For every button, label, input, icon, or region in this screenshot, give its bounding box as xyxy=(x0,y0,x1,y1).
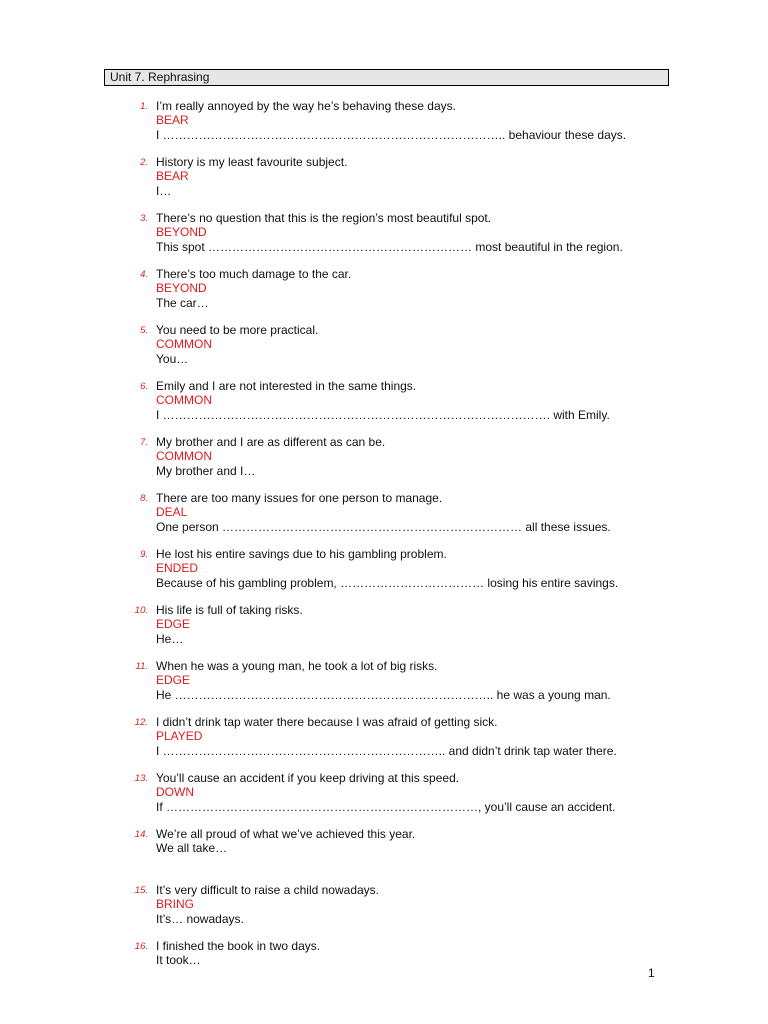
item-prompt: My brother and I… xyxy=(156,463,256,478)
item-keyword: EDGE xyxy=(156,617,191,632)
exercise-item-6 xyxy=(0,379,768,435)
item-prompt: He …………………………………………………………………….. he was a young man. xyxy=(156,687,611,702)
item-keyword: COMMON xyxy=(156,449,212,464)
item-number: 7. xyxy=(140,437,148,448)
item-sentence: Emily and I are not interested in the same things. xyxy=(156,379,417,393)
exercise-item-10 xyxy=(0,603,768,659)
exercise-item-12 xyxy=(0,715,768,771)
item-keyword: COMMON xyxy=(156,337,212,352)
item-number: 2. xyxy=(140,157,148,168)
item-keyword: DEAL xyxy=(156,505,188,520)
item-number: 14. xyxy=(134,829,148,840)
exercise-item-9 xyxy=(0,547,768,603)
item-prompt: He… xyxy=(156,631,184,646)
item-number: 3. xyxy=(140,213,148,224)
item-number: 10. xyxy=(134,605,148,616)
item-keyword: COMMON xyxy=(156,393,212,408)
item-sentence: When he was a young man, he took a lot of big risks. xyxy=(156,659,438,673)
item-prompt: Because of his gambling problem, ……………………………… losing his entire savings. xyxy=(156,575,619,590)
item-sentence: You need to be more practical. xyxy=(156,323,319,337)
item-sentence: There are too many issues for one person to manage. xyxy=(156,491,443,505)
exercise-item-1 xyxy=(0,99,768,155)
item-number: 13. xyxy=(134,773,148,784)
exercise-item-2 xyxy=(0,155,768,211)
item-sentence: I’m really annoyed by the way he’s behaving these days. xyxy=(156,99,456,113)
item-keyword: BRING xyxy=(156,897,195,912)
item-prompt: You… xyxy=(156,351,189,366)
item-sentence: There’s no question that this is the region’s most beautiful spot. xyxy=(156,211,492,225)
item-keyword: BEYOND xyxy=(156,281,207,296)
item-prompt: I …………………………………………………………….. and didn’t drink tap water there. xyxy=(156,743,617,758)
item-keyword: BEAR xyxy=(156,113,189,128)
item-keyword: DOWN xyxy=(156,785,194,800)
item-prompt: I ……………………………………………………………………………………. with Emily. xyxy=(156,407,610,422)
item-number: 6. xyxy=(140,381,148,392)
exercise-list xyxy=(0,99,768,995)
item-prompt: It’s… nowadays. xyxy=(156,911,244,926)
exercise-item-11 xyxy=(0,659,768,715)
item-number: 5. xyxy=(140,325,148,336)
unit-title: Unit 7. Rephrasing xyxy=(110,70,210,84)
item-number: 8. xyxy=(140,493,148,504)
item-sentence: History is my least favourite subject. xyxy=(156,155,348,169)
item-prompt: I ………………………………………………………………………….. behaviour these days. xyxy=(156,127,627,142)
unit-title-box xyxy=(104,69,669,86)
exercise-item-8 xyxy=(0,491,768,547)
exercise-item-13 xyxy=(0,771,768,827)
exercise-item-3 xyxy=(0,211,768,267)
exercise-item-14 xyxy=(0,827,768,883)
item-prompt: We all take… xyxy=(156,841,228,856)
item-number: 1. xyxy=(140,101,148,112)
exercise-item-7 xyxy=(0,435,768,491)
item-sentence: We’re all proud of what we’ve achieved this year. xyxy=(156,827,416,841)
item-prompt: The car… xyxy=(156,295,209,310)
item-prompt: I… xyxy=(156,183,172,198)
item-keyword: BEYOND xyxy=(156,225,207,240)
item-number: 9. xyxy=(140,549,148,560)
item-sentence: I finished the book in two days. xyxy=(156,939,321,953)
item-keyword: EDGE xyxy=(156,673,191,688)
page-number: 1 xyxy=(648,966,655,980)
item-number: 12. xyxy=(134,717,148,728)
item-sentence: It’s very difficult to raise a child nowadays. xyxy=(156,883,379,897)
item-number: 16. xyxy=(134,941,148,952)
item-keyword: BEAR xyxy=(156,169,189,184)
exercise-item-15 xyxy=(0,883,768,939)
exercise-item-4 xyxy=(0,267,768,323)
item-prompt: This spot ………………………………………………………… most beautiful in the region. xyxy=(156,239,623,254)
item-keyword: ENDED xyxy=(156,561,199,576)
item-sentence: You’ll cause an accident if you keep driving at this speed. xyxy=(156,771,460,785)
item-number: 4. xyxy=(140,269,148,280)
item-sentence: My brother and I are as different as can be. xyxy=(156,435,386,449)
item-sentence: There’s too much damage to the car. xyxy=(156,267,352,281)
item-number: 11. xyxy=(135,661,148,672)
item-number: 15. xyxy=(134,885,148,896)
item-prompt: One person ………………………………………………………………… all these issues. xyxy=(156,519,611,534)
item-prompt: If ……………………………………………………………………, you’ll cause an accident. xyxy=(156,799,616,814)
item-keyword: PLAYED xyxy=(156,729,203,744)
item-prompt: It took… xyxy=(156,953,201,968)
exercise-item-5 xyxy=(0,323,768,379)
item-sentence: His life is full of taking risks. xyxy=(156,603,303,617)
item-sentence: I didn’t drink tap water there because I was afraid of getting sick. xyxy=(156,715,498,729)
item-sentence: He lost his entire savings due to his gambling problem. xyxy=(156,547,447,561)
